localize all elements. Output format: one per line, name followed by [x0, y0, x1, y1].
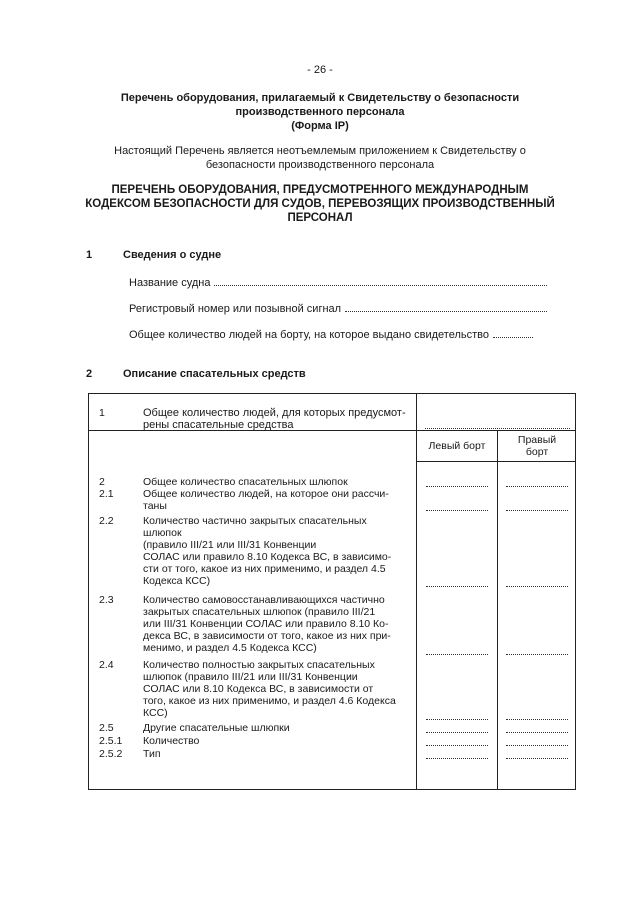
row-number: 2.5.2 — [99, 748, 123, 760]
fill-line-left[interactable] — [426, 732, 488, 733]
intro-text — [0, 144, 640, 172]
row-line: СОЛАС или 8.10 Кодекса ВС, в зависимости от — [143, 683, 374, 695]
field-label: Название судна — [129, 277, 211, 289]
row-line: Количество самовосстанавливающихся частично — [143, 594, 385, 606]
row-line: таны — [143, 500, 167, 512]
row-line: (правило III/21 или III/31 Конвенции — [143, 539, 317, 551]
row-description — [143, 659, 413, 719]
table-column-divider — [497, 430, 498, 790]
row-line: Общее количество людей, на которое они рассчи- — [143, 488, 389, 500]
main-title-line: ПЕРЕЧЕНЬ ОБОРУДОВАНИЯ, ПРЕДУСМОТРЕННОГО МЕЖДУНАРОДНЫМ — [111, 184, 529, 196]
row-line: СОЛАС или правило 8.10 Кодекса ВС, в зависимо- — [143, 551, 392, 563]
field-registry-number — [129, 302, 549, 315]
row-line: КСС) — [143, 707, 168, 719]
row-line: менимо, и раздел 4.5 Кодекса КСС) — [143, 642, 317, 654]
intro-line: безопасности производственного персонала — [205, 159, 435, 171]
column-header-left-side: Левый борт — [428, 440, 486, 452]
fill-line[interactable] — [345, 302, 547, 312]
form-header-line: (Форма IP) — [291, 120, 349, 132]
row-description — [143, 748, 413, 760]
fill-line-left[interactable] — [426, 719, 488, 720]
form-header — [0, 91, 640, 133]
fill-line-right[interactable] — [506, 510, 568, 511]
row-line: Общее количество спасательных шлюпок — [143, 476, 348, 488]
section2-title: Описание спасательных средств — [123, 368, 306, 380]
row-description — [143, 488, 413, 512]
fill-line-right[interactable] — [506, 654, 568, 655]
row-line: или III/31 Конвенции СОЛАС или правило 8.10 Ко- — [143, 618, 389, 630]
fill-line[interactable] — [214, 276, 547, 286]
section1-title: Сведения о судне — [123, 249, 222, 261]
row-line: шлюпок — [143, 527, 182, 539]
fill-line-left[interactable] — [426, 510, 488, 511]
fill-line-left[interactable] — [426, 758, 488, 759]
fill-line[interactable] — [493, 328, 533, 338]
fill-line-right[interactable] — [506, 745, 568, 746]
fill-line-left[interactable] — [426, 486, 488, 487]
row-description — [143, 476, 413, 488]
section2-number: 2 — [86, 368, 93, 380]
field-total-persons — [129, 328, 549, 341]
row-line: рены спасательные средства — [143, 419, 294, 431]
main-title-line: КОДЕКСОМ БЕЗОПАСНОСТИ ДЛЯ СУДОВ, ПЕРЕВОЗЯЩИХ ПРОИЗВОДСТВЕННЫЙ — [85, 198, 555, 210]
field-label: Общее количество людей на борту, на которое выдано свидетельство — [129, 329, 489, 341]
row-line: Другие спасательные шлюпки — [143, 722, 290, 734]
row-number: 2.3 — [99, 594, 114, 606]
fill-line-right[interactable] — [506, 758, 568, 759]
fill-line-total-persons[interactable] — [425, 428, 570, 429]
page-number: - 26 - — [307, 64, 333, 76]
row-line: Количество частично закрытых спасательных — [143, 515, 367, 527]
row-line: шлюпок (правило III/21 или III/31 Конвенции — [143, 671, 358, 683]
row-line: Тип — [143, 748, 161, 760]
row-number: 2.5 — [99, 722, 114, 734]
row-number: 2.1 — [99, 488, 114, 500]
row-number: 2 — [99, 476, 105, 488]
row-description — [143, 594, 413, 654]
row-number: 2.2 — [99, 515, 114, 527]
row-description — [143, 407, 413, 431]
fill-line-left[interactable] — [426, 586, 488, 587]
column-header-line: борт — [525, 446, 549, 458]
row-line: сти от того, какое из них применимо, и раздел 4.5 — [143, 563, 386, 575]
column-header-right-side — [498, 434, 576, 458]
fill-line-left[interactable] — [426, 745, 488, 746]
row-description — [143, 515, 413, 587]
row-description — [143, 735, 413, 747]
intro-line: Настоящий Перечень является неотъемлемым приложением к Свидетельству о — [114, 145, 526, 157]
row-line: того, какое из них применимо, и раздел 4.6 Кодекса — [143, 695, 396, 707]
row-line: декса ВС, в зависимости от того, какое из них при- — [143, 630, 391, 642]
form-header-line: производственного персонала — [235, 106, 405, 118]
row-description — [143, 722, 413, 734]
table-column-divider — [416, 393, 417, 790]
fill-line-left[interactable] — [426, 654, 488, 655]
main-title-line: ПЕРСОНАЛ — [287, 212, 353, 224]
fill-line-right[interactable] — [506, 486, 568, 487]
row-line: Кодекса КСС) — [143, 575, 211, 587]
row-line: Количество — [143, 735, 200, 747]
row-line: Общее количество людей, для которых предусмот- — [143, 407, 406, 419]
row-number: 2.5.1 — [99, 735, 123, 747]
fill-line-right[interactable] — [506, 586, 568, 587]
column-header-line: Правый — [517, 434, 557, 446]
fill-line-right[interactable] — [506, 732, 568, 733]
table-header-divider — [416, 461, 576, 462]
field-label: Регистровый номер или позывной сигнал — [129, 303, 342, 315]
row-line: Количество полностью закрытых спасательных — [143, 659, 375, 671]
fill-line-right[interactable] — [506, 719, 568, 720]
row-number: 2.4 — [99, 659, 114, 671]
field-ship-name — [129, 276, 549, 289]
section1-number: 1 — [86, 249, 93, 261]
main-title — [0, 183, 640, 225]
row-number: 1 — [99, 407, 105, 419]
form-header-line: Перечень оборудования, прилагаемый к Свидетельству о безопасности — [120, 92, 520, 104]
row-line: закрытых спасательных шлюпок (правило III/21 — [143, 606, 376, 618]
